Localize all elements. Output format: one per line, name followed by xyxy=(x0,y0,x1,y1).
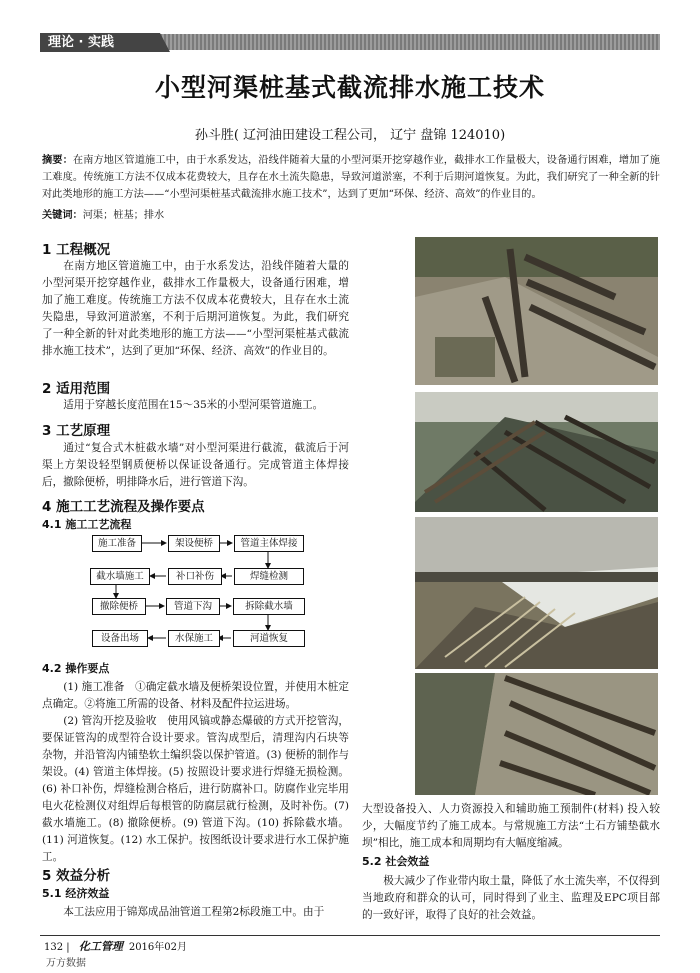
heading-4-2: 4.2 操作要点 xyxy=(42,662,110,675)
footer: 132 | 化工管理 2016年02月 xyxy=(44,940,188,953)
issue-date: 2016年02月 xyxy=(128,942,188,953)
photo-2 xyxy=(415,392,658,512)
heading-4: 4 施工工艺流程及操作要点 xyxy=(42,499,205,515)
flow-box-9: 拆除截水墙 xyxy=(233,598,305,615)
keywords xyxy=(42,206,660,221)
article-title: 小型河渠桩基式截流排水施工技术 xyxy=(154,73,545,102)
keywords-label: 关键词： xyxy=(42,210,83,221)
author-line: 孙斗胜( 辽河油田建设工程公司， 辽宁 盘锦 124010) xyxy=(194,128,506,143)
heading-5: 5 效益分析 xyxy=(42,868,111,884)
watermark: 万方数据 xyxy=(46,958,86,969)
abstract xyxy=(42,152,660,203)
flow-box-4: 截水墙施工 xyxy=(90,568,150,585)
heading-5-2: 5.2 社会效益 xyxy=(362,855,430,868)
flow-box-10: 设备出场 xyxy=(92,630,148,647)
section-4-2-p1: (1) 施工准备 ①确定截水墙及便桥架设位置，并使用木桩定点确定。②将施工所需的设备、材料及配件拉运进场。 xyxy=(42,681,349,710)
footer-rule xyxy=(40,935,660,936)
abstract-text: 在南方地区管道施工中，由于水系发达，沿线伴随着大量的小型河渠开挖穿越作业，截排水工作量极大，设备通行困难，增加了施工难度。传统施工方法不仅成本花费较大，且存在水土流失隐患，导致河道淤塞，不利于后期河道恢复。为此，我们研究了一种全新的针对此类地形的施工方法——“小型河渠桩基式截流排水施工技术”，达到了更加“环保、经济、高效”的作业目的。 xyxy=(42,155,660,200)
flow-box-2: 架设便桥 xyxy=(168,535,220,552)
section-5-2-text: 极大减少了作业带内取土量，降低了水土流失率，不仅得到当地政府和群众的认可，同时得到了业主、监理及EPC项目部的一致好评，取得了良好的社会效益。 xyxy=(362,875,660,921)
page-number: 132 xyxy=(44,942,64,953)
section-5-1-continued: 大型设备投入、人力资源投入和辅助施工预制件(材料) 投入较少，大幅度节约了施工成本。与常规施工方法“土石方铺垫截水坝”相比，施工成本和周期均有大幅度缩减。 xyxy=(362,803,660,849)
photo-1 xyxy=(415,237,658,385)
photo-4 xyxy=(415,673,658,795)
photo-3 xyxy=(415,517,658,669)
section-5-1-text: 本工法应用于锦郑成品油管道工程第2标段施工中。由于 xyxy=(63,906,325,918)
section-3-text: 通过“复合式木桩截水墙”对小型河渠进行截流，截流后于河渠上方架设轻型钢质便桥以保证设备通行。完成管道主体焊接后，撤除便桥，明排降水后，进行管道下沟。 xyxy=(42,442,349,488)
flow-box-5: 补口补伤 xyxy=(168,568,222,585)
flow-box-3: 管道主体焊接 xyxy=(234,535,304,552)
flow-box-6: 焊缝检测 xyxy=(234,568,304,585)
section-2-text: 适用于穿越长度范围在15～35米的小型河渠管道施工。 xyxy=(63,399,324,411)
section-4-2-p2: (2) 管沟开挖及验收 使用风镐或静态爆破的方式开挖管沟，要保证管沟的成型符合设计要求。管沟成型后，清理沟内石块等杂物，并沿管沟内铺垫软土编织袋以保护管道。(3) 便桥的制作与架设。(4) 管道主体焊接。(5) 按照设计要求进行焊缝无损检测。(6) 补口补伤，焊缝检测合格后，进行防腐补口。防腐作业完毕用电火花检测仪对组焊后每根管的防腐层就行检测，及时补伤。(7) 截水墙施工。(8) 撤除便桥。(9) 管道下沟。(10) 拆除截水墙。(11) 河道恢复。(12) 水工保护。按图纸设计要求进行水工保护施工。 xyxy=(42,715,349,863)
heading-5-1: 5.1 经济效益 xyxy=(42,887,110,900)
process-flowchart xyxy=(88,533,328,651)
heading-3: 3 工艺原理 xyxy=(42,423,111,439)
heading-2: 2 适用范围 xyxy=(42,381,111,397)
section-1-text: 在南方地区管道施工中，由于水系发达，沿线伴随着大量的小型河渠开挖穿越作业，截排水工作量极大，设备通行困难，增加了施工难度。传统施工方法不仅成本花费较大，且存在水土流失隐患，导致河道淤塞，不利于后期河道恢复。为此，我们研究了一种全新的针对此类地形的施工方法——“小型河渠桩基式截流排水施工技术”，达到了更加“环保、经济、高效”的作业目的。 xyxy=(42,260,349,357)
flow-box-7: 撤除便桥 xyxy=(92,598,146,615)
section-tag: 理论 · 实践 xyxy=(40,33,160,52)
heading-1: 1 工程概况 xyxy=(42,242,111,258)
flow-box-8: 管道下沟 xyxy=(166,598,220,615)
keywords-text: 河渠；桩基；排水 xyxy=(82,210,165,221)
abstract-label: 摘要： xyxy=(42,155,73,166)
flow-box-1: 施工准备 xyxy=(92,535,142,552)
flow-box-11: 水保施工 xyxy=(168,630,220,647)
journal-logo: 化工管理 xyxy=(78,940,123,953)
heading-4-1: 4.1 施工工艺流程 xyxy=(42,518,132,531)
flow-box-12: 河道恢复 xyxy=(233,630,305,647)
